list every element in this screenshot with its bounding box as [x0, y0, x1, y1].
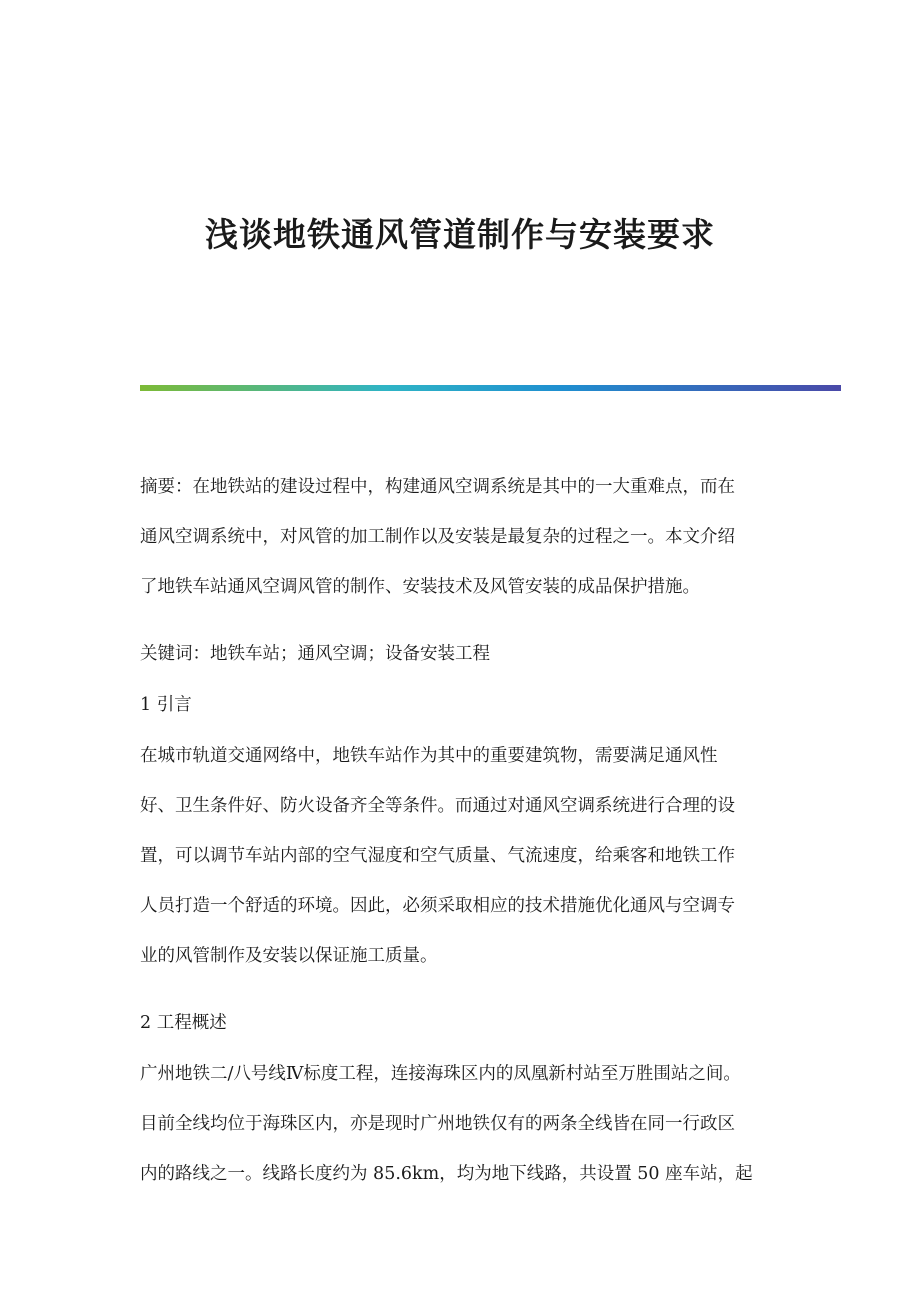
paragraph-line: 好、卫生条件好、防火设备齐全等条件。而通过对通风空调系统进行合理的设 — [140, 796, 735, 816]
section-2-heading: 2 工程概述 — [140, 1013, 227, 1033]
title-divider — [140, 385, 841, 391]
paragraph-line: 人员打造一个舒适的环境。因此，必须采取相应的技术措施优化通风与空调专 — [140, 896, 735, 916]
paragraph-line: 内的路线之一。线路长度约为 85.6km，均为地下线路，共设置 50 座车站，起 — [140, 1164, 753, 1184]
abstract-line: 通风空调系统中，对风管的加工制作以及安装是最复杂的过程之一。本文介绍 — [140, 527, 735, 547]
paragraph-line: 在城市轨道交通网络中，地铁车站作为其中的重要建筑物，需要满足通风性 — [140, 746, 718, 766]
document-title: 浅谈地铁通风管道制作与安装要求 — [205, 215, 715, 254]
paragraph-line: 目前全线均位于海珠区内，亦是现时广州地铁仅有的两条全线皆在同一行政区 — [140, 1114, 735, 1134]
abstract-line: 了地铁车站通风空调风管的制作、安装技术及风管安装的成品保护措施。 — [140, 577, 700, 597]
abstract-paragraph — [140, 462, 776, 612]
paragraph-line: 广州地铁二/八号线Ⅳ标度工程，连接海珠区内的凤凰新村站至万胜围站之间。 — [140, 1064, 741, 1084]
keywords-line: 关键词：地铁车站；通风空调；设备安装工程 — [140, 644, 490, 664]
section-1-paragraph — [140, 731, 776, 981]
paragraph-line: 业的风管制作及安装以保证施工质量。 — [140, 946, 438, 966]
section-2-paragraph — [140, 1049, 776, 1199]
document-body — [140, 462, 776, 1216]
paragraph-line: 置，可以调节车站内部的空气湿度和空气质量、气流速度，给乘客和地铁工作 — [140, 846, 735, 866]
section-1-heading: 1 引言 — [140, 695, 192, 715]
abstract-line: 摘要：在地铁站的建设过程中，构建通风空调系统是其中的一大重难点，而在 — [140, 477, 735, 497]
